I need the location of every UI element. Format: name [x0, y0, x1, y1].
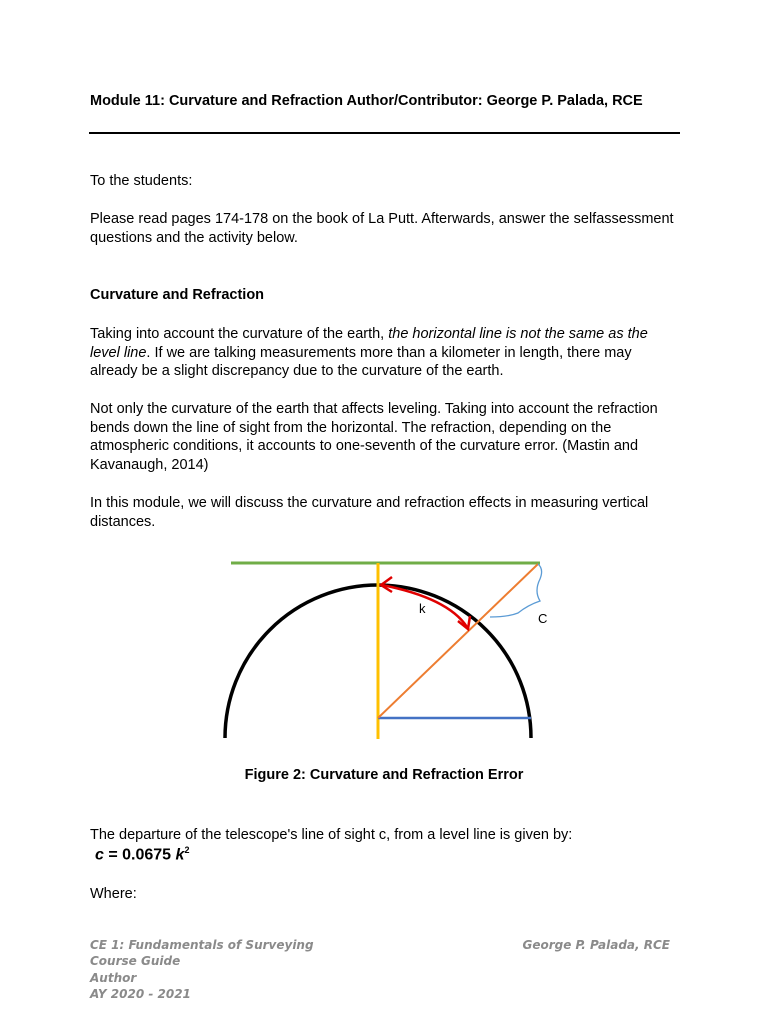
paragraph-module-scope: In this module, we will discuss the curvature and refraction effects in measuring vertical distances. [90, 495, 649, 530]
instructions-paragraph: Please read pages 174-178 on the book of La Putt. Afterwards, answer the selfassessment questions and the activity below. [90, 211, 674, 246]
formula [95, 845, 189, 864]
paragraph-refraction: Not only the curvature of the earth that affects leveling. Taking into account the refraction bends down the line of sight from the horizontal. The refraction, depending on the atmospheric conditions, it accounts to one-seventh of the curvature error. (Mastin and Kavanaugh, 2014) [90, 401, 658, 473]
footer-author-label: Author [90, 970, 137, 985]
formula-lhs: c [95, 846, 104, 864]
figure-caption: Figure 2: Curvature and Refraction Error [244, 767, 524, 783]
paragraph-curvature-emphasis: the horizontal line is not the same as the level line [90, 326, 648, 361]
formula-intro: The departure of the telescope's line of sight c, from a level line is given by: [90, 827, 573, 843]
c-brace [490, 564, 542, 617]
formula-exponent: 2 [184, 845, 190, 855]
greeting: To the students: [90, 173, 193, 189]
footer-course-title: CE 1: Fundamentals of Surveying [90, 938, 314, 952]
paragraph-curvature [90, 325, 680, 381]
label-k: k [419, 601, 426, 616]
formula-variable: k [175, 846, 185, 864]
paragraph-curvature-part2: . If we are talking measurements more than a kilometer in length, there may already be a slight discrepancy due to the curvature of the earth. [90, 344, 632, 379]
section-heading: Curvature and Refraction [90, 287, 265, 303]
footer-academic-year: AY 2020 - 2021 [90, 986, 191, 1001]
title-divider [89, 132, 680, 134]
curvature-refraction-figure [222, 555, 552, 745]
footer-course-info [90, 937, 390, 1002]
footer-course-guide: Course Guide [90, 954, 181, 969]
label-c: C [538, 611, 548, 626]
page-title: Module 11: Curvature and Refraction Author/Contributor: George P. Palada, RCE [90, 93, 643, 109]
footer-author-name: George P. Palada, RCE [522, 938, 670, 952]
where-label: Where: [90, 886, 137, 902]
formula-middle: = 0.0675 [103, 846, 176, 864]
paragraph-curvature-part1: Taking into account the curvature of the earth, [90, 326, 389, 342]
